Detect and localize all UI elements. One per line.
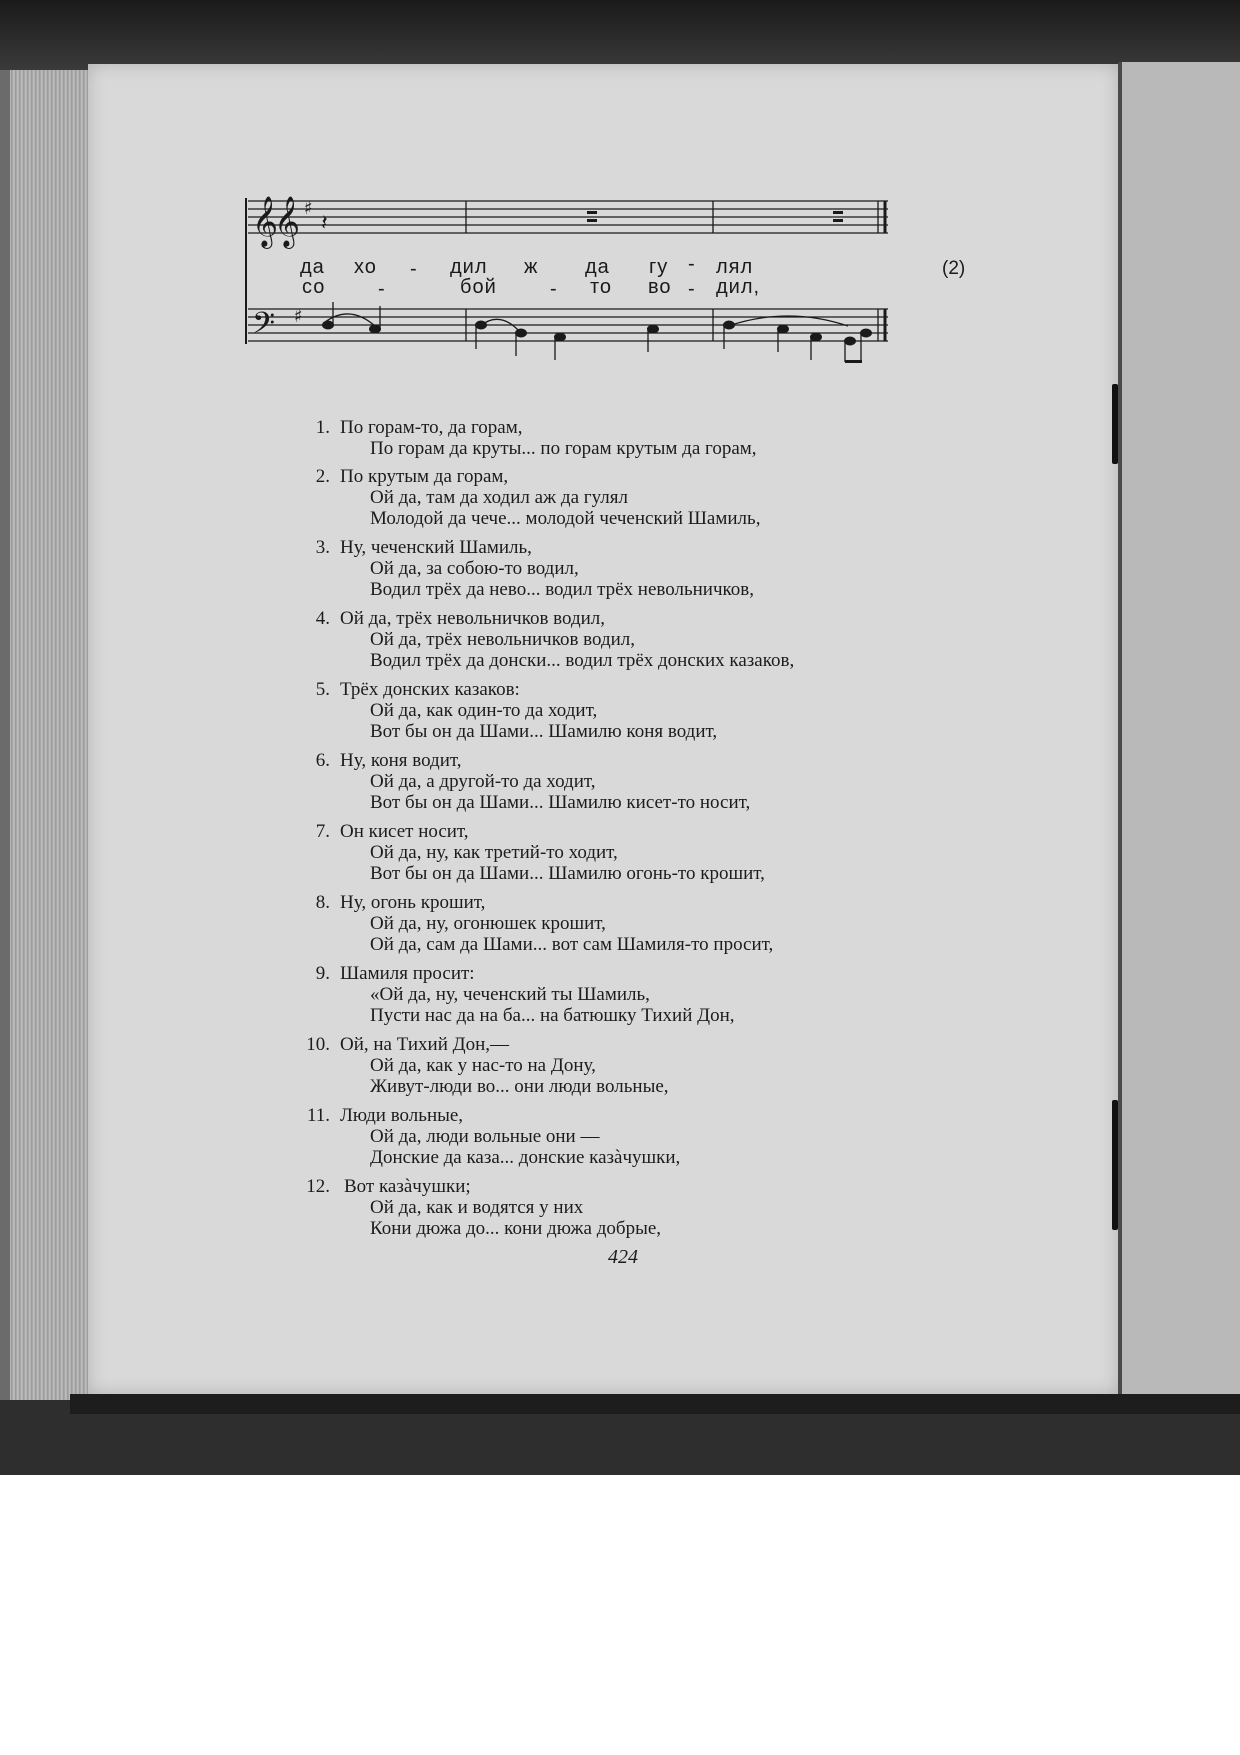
repeat-mark: (2) (942, 258, 966, 279)
book-bottom-shadow (70, 1394, 1240, 1414)
lyric-syllable: во (648, 276, 672, 298)
lyric-syllable: - (550, 278, 558, 300)
page-number: 424 (608, 1246, 638, 1268)
dark-backdrop (0, 0, 1240, 70)
verse-line: Ой да, трёх невольничков водил, (370, 629, 636, 650)
verse-line: «Ой да, ну, чеченский ты Шамиль, (370, 984, 650, 1005)
verse-number: 4. (315, 608, 330, 629)
svg-text:♯: ♯ (294, 306, 303, 327)
score-staves (88, 64, 1118, 364)
verse-line: Ой да, ну, как третий-то ходит, (370, 842, 618, 863)
verse-line: Ну, чеченский Шамиль, (340, 537, 532, 558)
verse-number: 12. (306, 1176, 330, 1197)
lyric-syllable: ж (524, 256, 539, 278)
verse-line: Живут-люди во... они люди вольные, (370, 1076, 669, 1097)
lyric-syllable: - (688, 253, 696, 275)
lyric-syllable: лял (716, 256, 754, 278)
verse-number: 9. (315, 963, 330, 984)
lyric-syllable: - (410, 258, 418, 280)
verse-line: Ой да, там да ходил аж да гулял (370, 487, 628, 508)
svg-text:𝄢: 𝄢 (252, 307, 276, 348)
lyric-syllable: да (585, 256, 610, 278)
verse-line: Ой, на Тихий Дон,— (340, 1034, 510, 1055)
verse-line: Ой да, люди вольные они — (370, 1126, 600, 1147)
edge-mark (1112, 384, 1118, 464)
verse-number: 11. (306, 1105, 330, 1126)
lyric-syllable: дил (450, 256, 488, 278)
verse-line: Ой да, за собою-то водил, (370, 558, 579, 579)
verse-line: По горам да круты... по горам крутым да горам, (370, 438, 757, 459)
verse-line: Ой да, как и водятся у них (370, 1197, 584, 1218)
verse-line: Пусти нас да на ба... на батюшку Тихий Дон, (370, 1005, 735, 1026)
verse-number: 1. (315, 417, 330, 438)
next-page-strip (1122, 62, 1240, 1407)
verse-line: Ой да, как у нас-то на Дону, (370, 1055, 596, 1076)
verse-line: Донские да каза... донские казàчушки, (370, 1147, 681, 1168)
edge-mark (1112, 1100, 1118, 1230)
verse-line: Молодой да чече... молодой чеченский Шамиль, (370, 508, 761, 529)
verse-line: Кони дюжа до... кони дюжа добрые, (370, 1218, 662, 1239)
lyric-syllable: - (688, 278, 696, 300)
svg-text:𝄽: 𝄽 (321, 211, 328, 236)
verse-line: Люди вольные, (340, 1105, 464, 1126)
lyric-syllable: гу (649, 256, 669, 278)
book-page-edges (0, 70, 90, 1400)
lyric-syllable: то (590, 276, 613, 298)
verse-number: 7. (315, 821, 330, 842)
verse-number: 2. (315, 466, 330, 487)
verse-line: Ой да, ну, огонюшек крошит, (370, 913, 606, 934)
verse-line: Трёх донских казаков: (340, 679, 520, 700)
verse-line: По крутым да горам, (340, 466, 509, 487)
verse-line: Ой да, как один-то да ходит, (370, 700, 598, 721)
verse-line: Вот казàчушки; (344, 1176, 471, 1197)
verse-line: Ой да, трёх невольничков водил, (340, 608, 606, 629)
verse-line: Вот бы он да Шами... Шамилю кисет-то носит, (370, 792, 751, 813)
book-page (88, 64, 1118, 1394)
lyric-syllable: бой (460, 276, 497, 298)
verse-line: Шамиля просит: (340, 963, 475, 984)
verse-line: Вот бы он да Шами... Шамилю коня водит, (370, 721, 718, 742)
verse-line: Ой да, сам да Шами... вот сам Шамиля-то просит, (370, 934, 774, 955)
verse-number: 3. (315, 537, 330, 558)
verse-line: По горам-то, да горам, (340, 417, 523, 438)
verse-line: Ой да, а другой-то да ходит, (370, 771, 596, 792)
book-cover-edge (0, 70, 10, 1400)
verse-number: 6. (315, 750, 330, 771)
verse-number: 5. (315, 679, 330, 700)
lyric-syllable: дил, (716, 276, 761, 298)
svg-text:𝄞: 𝄞 (252, 196, 279, 247)
lyric-syllable: хо (354, 256, 377, 278)
verse-line: Водил трёх да нево... водил трёх невольничков, (370, 579, 754, 600)
verse-line: Вот бы он да Шами... Шамилю огонь-то крошит, (370, 863, 765, 884)
music-score (88, 64, 1118, 364)
verse-line: Ну, огонь крошит, (340, 892, 486, 913)
lyric-syllable: со (302, 276, 326, 298)
verse-number: 10. (306, 1034, 330, 1055)
svg-text:𝄞: 𝄞 (274, 196, 301, 247)
verse-line: Он кисет носит, (340, 821, 469, 842)
verse-number: 8. (315, 892, 330, 913)
lyric-syllable: - (378, 278, 386, 300)
lyric-syllable: да (300, 256, 325, 278)
verse-line: Водил трёх да донски... водил трёх донских казаков, (370, 650, 795, 671)
verse-line: Ну, коня водит, (340, 750, 462, 771)
svg-text:♯: ♯ (304, 198, 313, 219)
